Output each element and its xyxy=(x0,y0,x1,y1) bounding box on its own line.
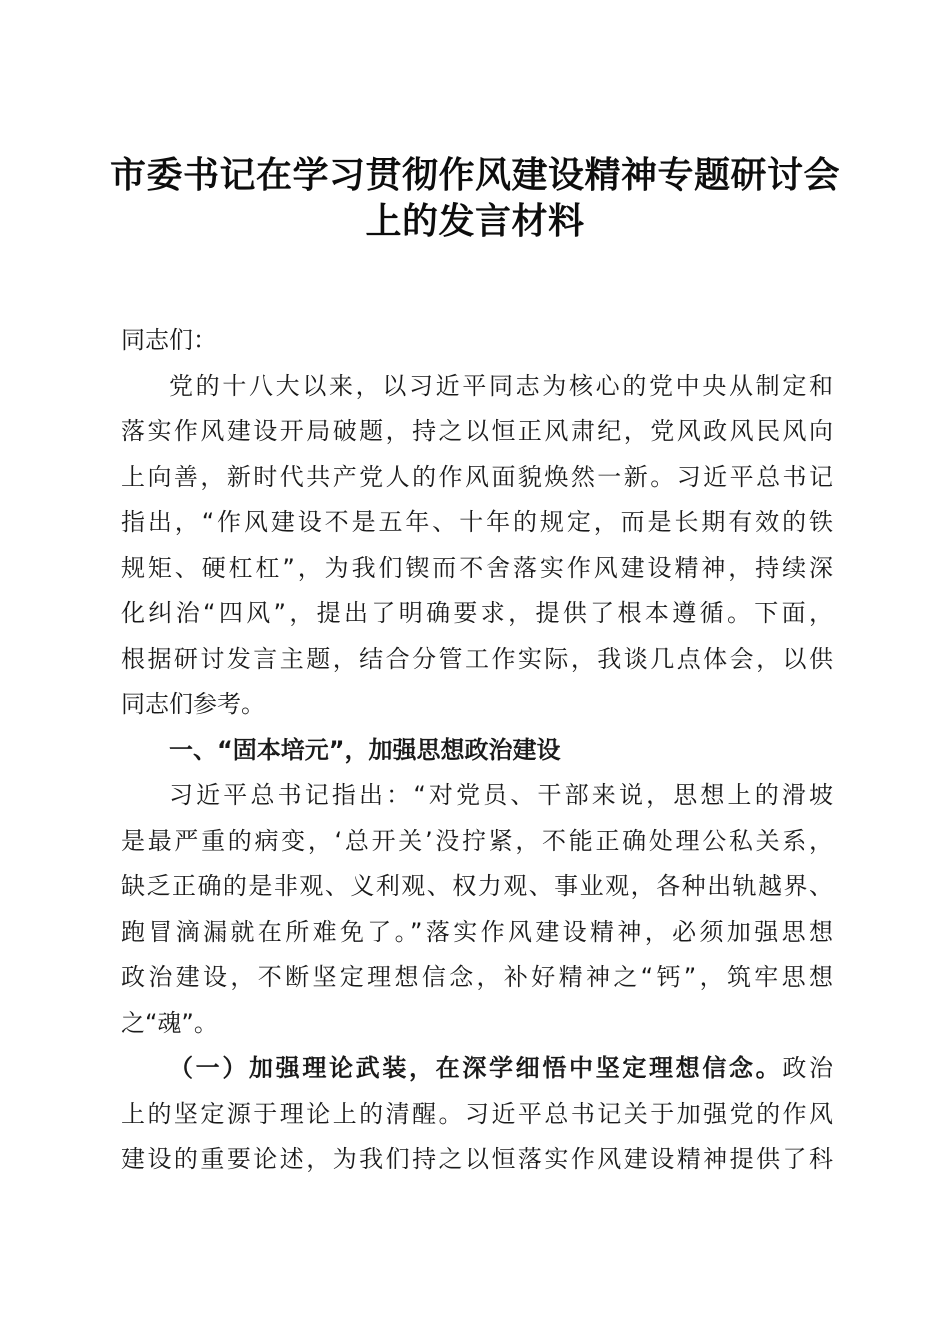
paragraph-3-first-line xyxy=(121,1046,833,1092)
paragraph-1-line: 指出，“作风建设不是五年、十年的规定，而是长期有效的铁 xyxy=(121,508,833,536)
paragraph-1-line: 落实作风建设开局破题，持之以恒正风肃纪，党风政风民风向 xyxy=(121,417,833,445)
paragraph-1-line: 根据研讨发言主题，结合分管工作实际，我谈几点体会，以供 xyxy=(121,644,833,673)
paragraph-2-line: 跑冒滴漏就在所难免了。”落实作风建设精神，必须加强思想 xyxy=(121,917,833,946)
title-line-1: 市委书记在学习贯彻作风建设精神专题研讨会 xyxy=(109,154,840,196)
salutation: 同志们： xyxy=(121,326,217,354)
paragraph-1-line: 化纠治“四风”，提出了明确要求，提供了根本遵循。下面， xyxy=(121,599,833,627)
paragraph-1-line: 党的十八大以来，以习近平同志为核心的党中央从制定和 xyxy=(169,371,833,400)
paragraph-3-lead: 政治 xyxy=(782,1054,834,1082)
title-line-2: 上的发言材料 xyxy=(365,200,585,242)
paragraph-2-line: 之“魂”。 xyxy=(121,1008,218,1037)
document-title xyxy=(100,152,850,244)
paragraph-2-line: 习近平总书记指出：“对党员、干部来说，思想上的滑坡 xyxy=(169,781,833,809)
paragraph-2-line: 政治建设，不断坚定理想信念，补好精神之“钙”，筑牢思想 xyxy=(121,963,833,991)
paragraph-1-line: 规矩、硬杠杠”，为我们锲而不舍落实作风建设精神，持续深 xyxy=(121,553,833,582)
section-heading-1: 一、“固本培元”，加强思想政治建设 xyxy=(169,735,561,764)
subheading-1: （一）加强理论武装，在深学细悟中坚定理想信念。 xyxy=(169,1054,783,1082)
document-body xyxy=(121,318,833,1183)
paragraph-3-line: 建设的重要论述，为我们持之以恒落实作风建设精神提供了科 xyxy=(121,1145,833,1173)
paragraph-2-line: 是最严重的病变，‘总开关’没拧紧，不能正确处理公私关系， xyxy=(121,826,833,855)
paragraph-1-line: 同志们参考。 xyxy=(121,690,265,718)
paragraph-3-line: 上的坚定源于理论上的清醒。习近平总书记关于加强党的作风 xyxy=(121,1099,833,1128)
paragraph-1-line: 上向善，新时代共产党人的作风面貌焕然一新。习近平总书记 xyxy=(121,462,833,491)
paragraph-2-line: 缺乏正确的是非观、义利观、权力观、事业观，各种出轨越界、 xyxy=(121,872,833,900)
